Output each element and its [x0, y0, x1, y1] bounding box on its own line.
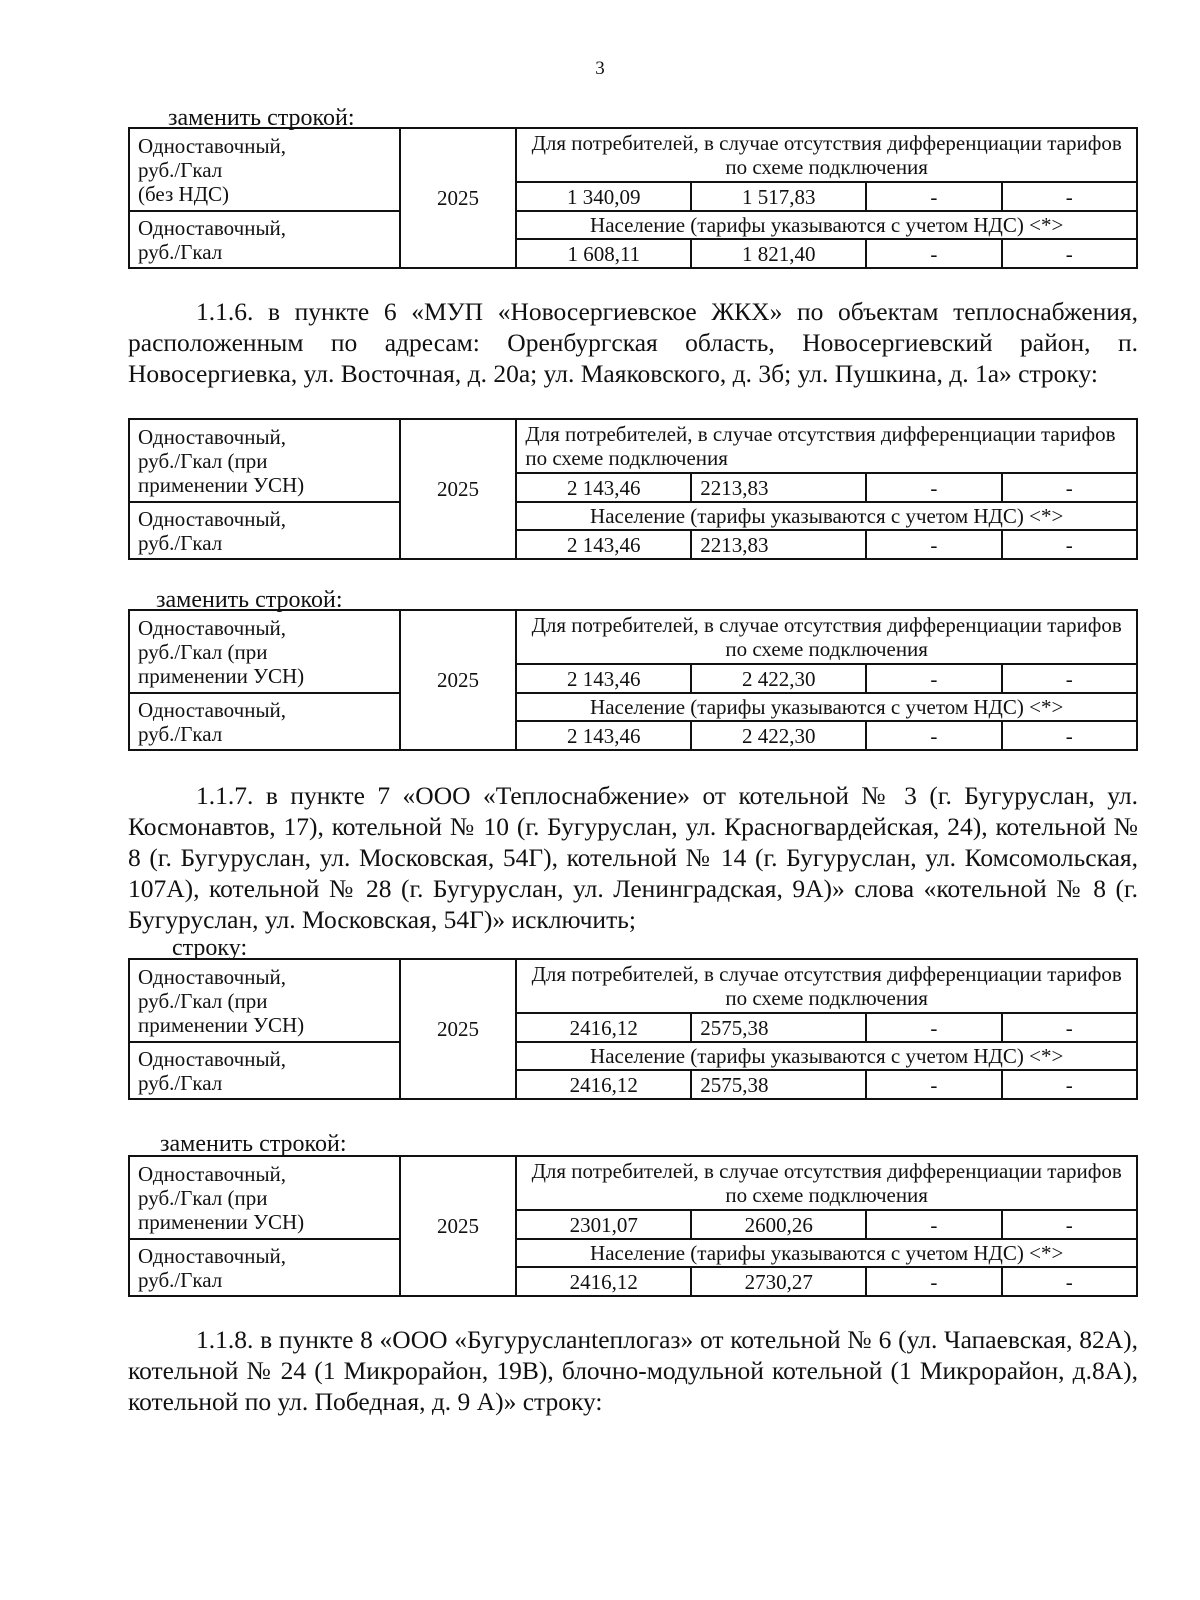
value-cell: 1 340,09	[516, 182, 691, 211]
year-cell: 2025	[400, 128, 517, 268]
category-cell: Одноставочный, руб./Гкал	[129, 211, 400, 268]
year-cell: 2025	[400, 959, 517, 1099]
tariff-table	[128, 609, 1138, 751]
value-cell: 2301,07	[516, 1210, 691, 1239]
page-number: 3	[595, 58, 605, 79]
year-cell: 2025	[400, 1156, 517, 1296]
value-cell: -	[1002, 1267, 1137, 1296]
year-cell: 2025	[400, 419, 517, 559]
value-cell: -	[866, 721, 1001, 750]
value-cell: -	[1002, 530, 1137, 559]
tariff-table	[128, 418, 1138, 560]
value-cell: -	[1002, 721, 1137, 750]
value-cell: -	[866, 530, 1001, 559]
value-cell: 2416,12	[516, 1070, 691, 1099]
value-cell: -	[1002, 664, 1137, 693]
tariff-table	[128, 958, 1138, 1100]
value-cell: -	[866, 182, 1001, 211]
value-cell: 2213,83	[691, 473, 866, 502]
population-header: Население (тарифы указываются с учетом НДС) <*>	[516, 502, 1137, 530]
population-header: Население (тарифы указываются с учетом НДС) <*>	[516, 1042, 1137, 1070]
consumers-header: Для потребителей, в случае отсутствия дифференциации тарифов по схеме подключения	[516, 419, 1137, 473]
category-cell: Одноставочный, руб./Гкал (при применении УСН)	[129, 1156, 400, 1239]
consumers-header: Для потребителей, в случае отсутствия дифференциации тарифов по схеме подключения	[516, 610, 1137, 664]
value-cell: 2730,27	[691, 1267, 866, 1296]
value-cell: 2416,12	[516, 1013, 691, 1042]
value-cell: 2 143,46	[516, 721, 691, 750]
replace-with-label: заменить строкой:	[168, 105, 355, 131]
category-cell: Одноставочный, руб./Гкал	[129, 502, 400, 559]
paragraph-1-1-7: 1.1.7. в пункте 7 «ООО «Теплоснабжение» от котельной № 3 (г. Бугуруслан, ул. Космонавтов, 17), котельной № 10 (г. Бугуруслан, ул. Красногвардейская, 24), котельной № 8 (г. Бугуруслан, ул. Московская, 54Г), котельной № 14 (г. Бугуруслан, ул. Комсомольская, 107А), котельной № 28 (г. Бугуруслан, ул. Ленинградская, 9А)» слова «котельной № 8 (г. Бугуруслан, ул. Московская, 54Г)» исключить;	[128, 781, 1138, 934]
value-cell: 1 608,11	[516, 239, 691, 268]
value-cell: -	[1002, 1210, 1137, 1239]
paragraph-1-1-8: 1.1.8. в пункте 8 «ООО «Бугурусланteплогаз» от котельной № 6 (ул. Чапаевская, 82А), котельной № 24 (1 Микрорайон, 19В), блочно-модульной котельной (1 Микрорайон, д.8А), котельной по ул. Победная, д. 9 А)» строку:	[128, 1325, 1138, 1416]
category-cell: Одноставочный, руб./Гкал (без НДС)	[129, 128, 400, 211]
value-cell: 2600,26	[691, 1210, 866, 1239]
value-cell: 2213,83	[691, 530, 866, 559]
population-header: Население (тарифы указываются с учетом НДС) <*>	[516, 1239, 1137, 1267]
consumers-header: Для потребителей, в случае отсутствия дифференциации тарифов по схеме подключения	[516, 1156, 1137, 1210]
value-cell: 1 517,83	[691, 182, 866, 211]
value-cell: -	[1002, 473, 1137, 502]
value-cell: -	[1002, 239, 1137, 268]
value-cell: -	[1002, 1013, 1137, 1042]
tariff-table	[128, 1155, 1138, 1297]
value-cell: 2 143,46	[516, 473, 691, 502]
category-cell: Одноставочный, руб./Гкал (при применении УСН)	[129, 610, 400, 693]
consumers-header: Для потребителей, в случае отсутствия дифференциации тарифов по схеме подключения	[516, 959, 1137, 1013]
value-cell: -	[866, 1210, 1001, 1239]
value-cell: 2575,38	[691, 1013, 866, 1042]
year-cell: 2025	[400, 610, 517, 750]
category-cell: Одноставочный, руб./Гкал (при применении УСН)	[129, 419, 400, 502]
value-cell: -	[866, 473, 1001, 502]
category-cell: Одноставочный, руб./Гкал (при применении УСН)	[129, 959, 400, 1042]
value-cell: 2 422,30	[691, 721, 866, 750]
population-header: Население (тарифы указываются с учетом НДС) <*>	[516, 693, 1137, 721]
row-label: строку:	[172, 935, 248, 961]
value-cell: 2 143,46	[516, 530, 691, 559]
population-header: Население (тарифы указываются с учетом НДС) <*>	[516, 211, 1137, 239]
value-cell: -	[866, 664, 1001, 693]
value-cell: -	[866, 1013, 1001, 1042]
value-cell: -	[866, 1267, 1001, 1296]
replace-with-label: заменить строкой:	[156, 587, 343, 613]
consumers-header: Для потребителей, в случае отсутствия дифференциации тарифов по схеме подключения	[516, 128, 1137, 182]
value-cell: 2 143,46	[516, 664, 691, 693]
value-cell: 2416,12	[516, 1267, 691, 1296]
category-cell: Одноставочный, руб./Гкал	[129, 1239, 400, 1296]
value-cell: 2575,38	[691, 1070, 866, 1099]
value-cell: 1 821,40	[691, 239, 866, 268]
category-cell: Одноставочный, руб./Гкал	[129, 1042, 400, 1099]
value-cell: 2 422,30	[691, 664, 866, 693]
tariff-table	[128, 127, 1138, 269]
value-cell: -	[866, 1070, 1001, 1099]
value-cell: -	[1002, 1070, 1137, 1099]
category-cell: Одноставочный, руб./Гкал	[129, 693, 400, 750]
replace-with-label: заменить строкой:	[160, 1131, 347, 1157]
paragraph-1-1-6: 1.1.6. в пункте 6 «МУП «Новосергиевское ЖКХ» по объектам теплоснабжения, расположенным по адресам: Оренбургская область, Новосергиевский район, п. Новосергиевка, ул. Восточная, д. 20а; ул. Маяковского, д. 3б; ул. Пушкина, д. 1а» строку:	[128, 297, 1138, 388]
value-cell: -	[866, 239, 1001, 268]
value-cell: -	[1002, 182, 1137, 211]
